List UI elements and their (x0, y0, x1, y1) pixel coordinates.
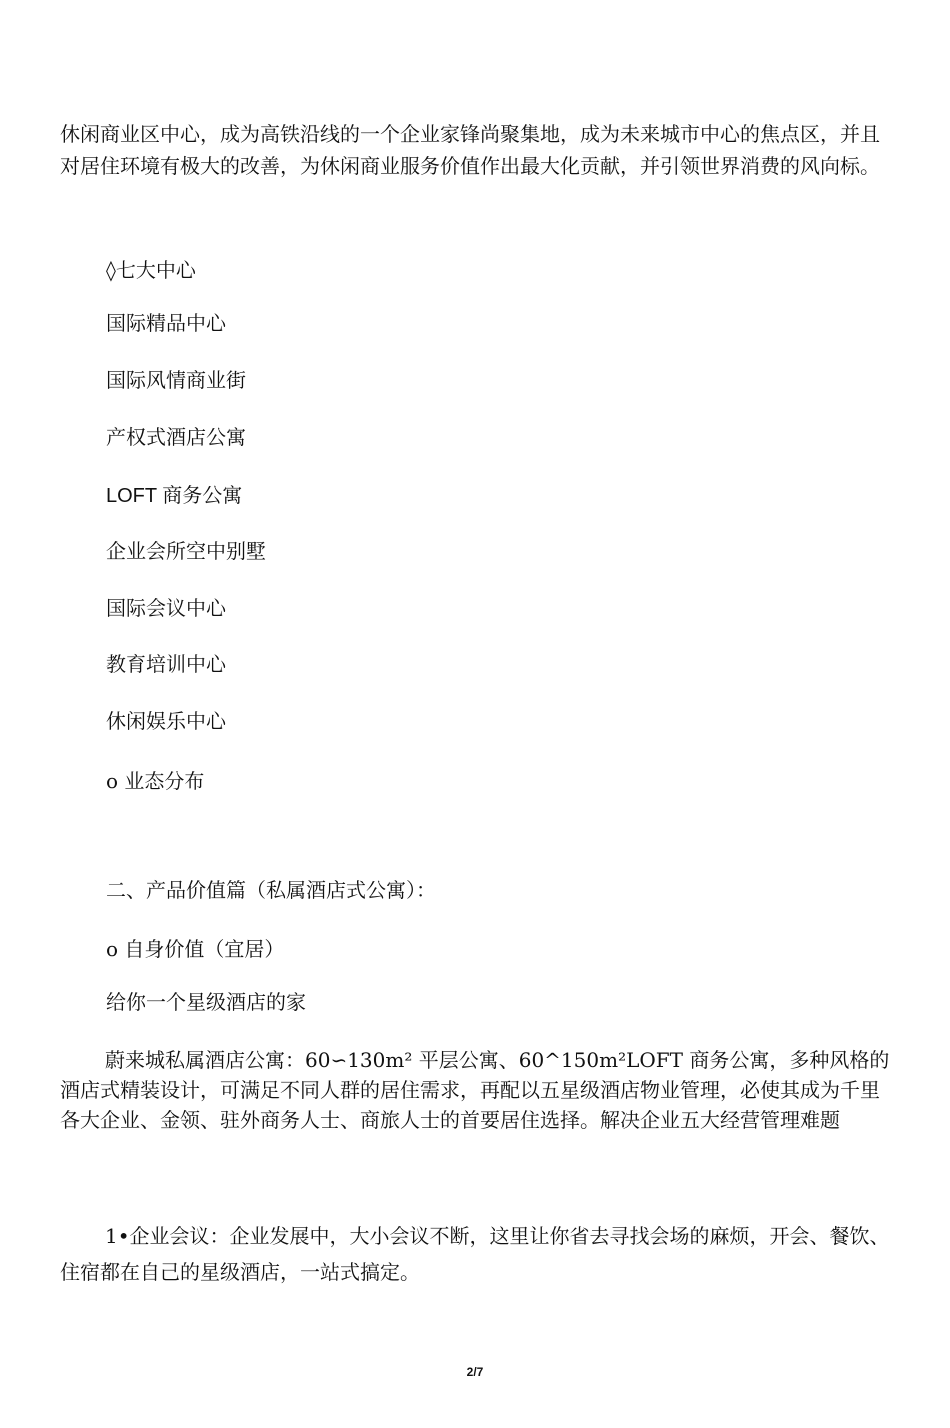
center-item: 国际精品中心 (106, 311, 226, 335)
center-item: 教育培训中心 (106, 652, 226, 676)
star-hotel-home-heading: 给你一个星级酒店的家 (106, 990, 306, 1014)
self-value-heading: o 自身价值（宜居） (106, 937, 285, 961)
seven-centers-heading: ◊七大中心 (106, 258, 196, 282)
meeting-paragraph: 1•企业会议：企业发展中，大小会议不断，这里让你省去寻找会场的麻烦，开会、餐饮、住宿都在自己的星级酒店，一站式搞定。 (60, 1224, 890, 1284)
page-number: 2/7 (466, 1365, 484, 1379)
center-item: LOFT 商务公寓 (106, 485, 243, 507)
center-item: 国际会议中心 (106, 596, 226, 620)
intro-paragraph: 休闲商业区中心，成为高铁沿线的一个企业家锋尚聚集地，成为未来城市中心的焦点区，并且对居住环境有极大的改善，为休闲商业服务价值作出最大化贡献，并引领世界消费的风向标。 (60, 122, 880, 178)
center-item: 国际风情商业街 (106, 368, 246, 392)
center-item: 企业会所空中别墅 (106, 539, 266, 563)
apartment-paragraph: 蔚来城私属酒店公寓：60∽130m² 平层公寓、60^150m²LOFT 商务公寓，多种风格的酒店式精装设计，可满足不同人群的居住需求，再配以五星级酒店物业管理，必使其成为千里各大企业、金领、驻外商务人士、商旅人士的首要居住选择。解决企业五大经营管理难题 (60, 1048, 890, 1132)
center-item: 休闲娱乐中心 (106, 709, 226, 733)
center-item: 产权式酒店公寓 (106, 425, 246, 449)
section-two-heading: 二、产品价值篇（私属酒店式公寓）： (106, 878, 436, 902)
business-layout-heading: o 业态分布 (106, 769, 205, 793)
